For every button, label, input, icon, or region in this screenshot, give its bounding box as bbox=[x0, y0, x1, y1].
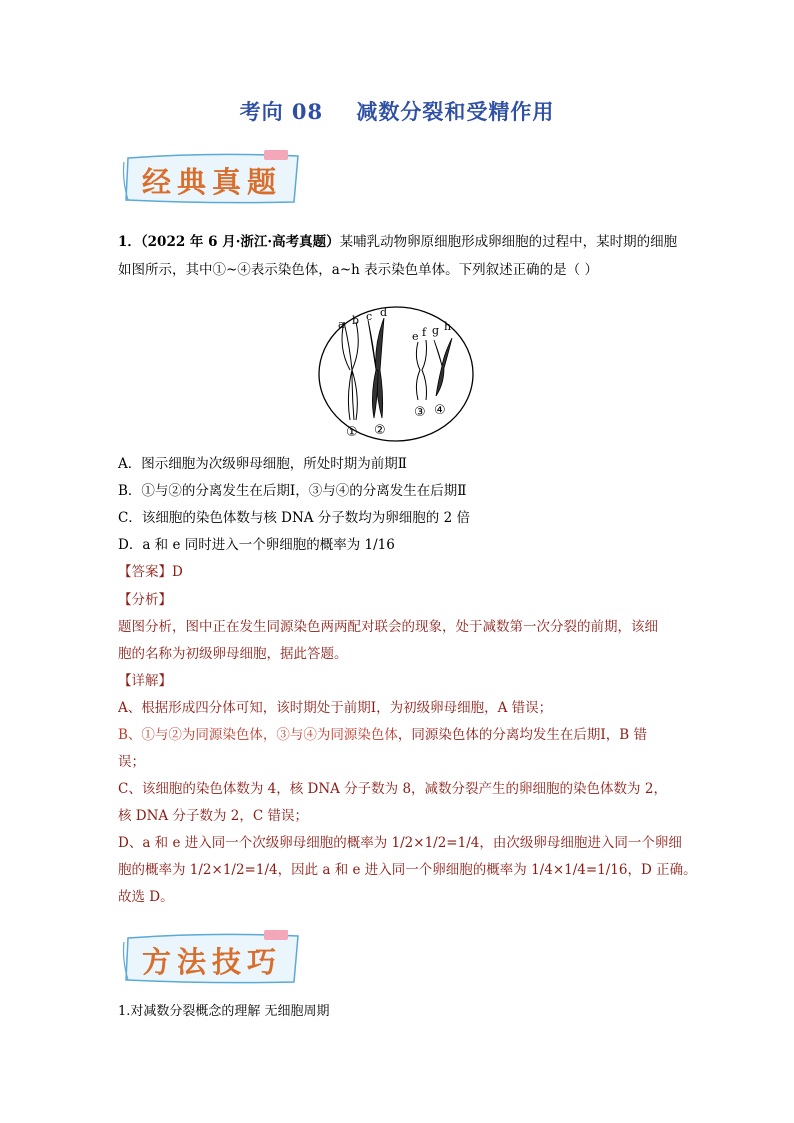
section-banner-classic bbox=[122, 150, 302, 206]
question-number: 1． bbox=[118, 234, 141, 250]
label-chromosome-1: ① bbox=[346, 425, 358, 440]
section-banner-method bbox=[122, 930, 302, 986]
detail-b-part1: B、①与②为同源染色体，③与④为同源染色体 bbox=[118, 727, 398, 743]
banner-title: 经典真题 bbox=[142, 165, 283, 199]
question-stem-part2: 如图所示，其中①~④表示染色体，a~h 表示染色单体。下列叙述正确的是（ ） bbox=[118, 262, 598, 278]
label-a: a bbox=[338, 318, 345, 331]
analysis-line-1: 题图分析，图中正在发生同源染色两两配对联会的现象，处于减数第一次分裂的前期，该细 bbox=[118, 619, 658, 635]
cell-diagram bbox=[316, 304, 476, 444]
detail-c-line1: C、该细胞的染色体数为 4，核 DNA 分子数为 8，减数分裂产生的卵细胞的染色体数为 2， bbox=[118, 781, 667, 797]
question-line-1 bbox=[118, 232, 678, 252]
detail-c-line2: 核 DNA 分子数为 2，C 错误； bbox=[118, 808, 308, 824]
option-d: D．a 和 e 同时进入一个卵细胞的概率为 1/16 bbox=[118, 537, 395, 553]
page-title: 考向 08 减数分裂和受精作用 bbox=[239, 99, 555, 124]
label-f: f bbox=[422, 326, 427, 339]
label-d: d bbox=[380, 306, 388, 319]
option-c: C．该细胞的染色体数与核 DNA 分子数均为卵细胞的 2 倍 bbox=[118, 510, 470, 526]
detail-d-line1: D、a 和 e 进入同一个次级卵母细胞的概率为 1/2×1/2=1/4，由次级卵母细胞进入同一个卵细 bbox=[118, 835, 682, 851]
analysis-line-2: 胞的名称为初级卵母细胞，据此答题。 bbox=[118, 646, 348, 662]
answer-value: D bbox=[172, 564, 183, 580]
label-chromosome-2: ② bbox=[374, 423, 386, 438]
answer-line bbox=[118, 562, 678, 582]
label-g: g bbox=[432, 324, 440, 337]
label-e: e bbox=[412, 330, 419, 343]
analysis-label: 【分析】 bbox=[118, 592, 172, 608]
label-c: c bbox=[366, 310, 373, 323]
label-chromosome-3: ③ bbox=[414, 405, 426, 420]
detail-a: A、根据形成四分体可知，该时期处于前期Ⅰ，为初级卵母细胞，A 错误； bbox=[118, 700, 553, 716]
chromosome-figure bbox=[316, 304, 476, 444]
question-source: （2022 年 6 月·浙江·高考真题） bbox=[140, 234, 340, 250]
option-b: B．①与②的分离发生在后期Ⅰ，③与④的分离发生在后期Ⅱ bbox=[118, 483, 467, 499]
detail-label: 【详解】 bbox=[118, 673, 172, 689]
detail-b-part2: ，同源染色体的分离均发生在后期Ⅰ，B 错 bbox=[397, 727, 647, 743]
answer-label: 【答案】 bbox=[118, 564, 172, 580]
detail-d-line2: 胞的概率为 1/2×1/2=1/4，因此 a 和 e 进入同一个卵细胞的概率为 1/4×1/4=1/16，D 正确。 bbox=[118, 862, 697, 878]
detail-b bbox=[118, 725, 678, 745]
banner-title: 方法技巧 bbox=[142, 945, 283, 979]
detail-conclusion: 故选 D。 bbox=[118, 889, 174, 905]
label-chromosome-4: ④ bbox=[434, 403, 446, 418]
method-line-1: 1.对减数分裂概念的理解 无细胞周期 bbox=[118, 1004, 330, 1019]
label-h: h bbox=[444, 320, 452, 333]
question-stem-part1: 某哺乳动物卵原细胞形成卵细胞的过程中，某时期的细胞 bbox=[339, 234, 678, 250]
detail-b-line2: 误； bbox=[118, 754, 145, 770]
option-a: A．图示细胞为次级卵母细胞，所处时期为前期Ⅱ bbox=[118, 456, 407, 472]
label-b: b bbox=[352, 314, 360, 327]
